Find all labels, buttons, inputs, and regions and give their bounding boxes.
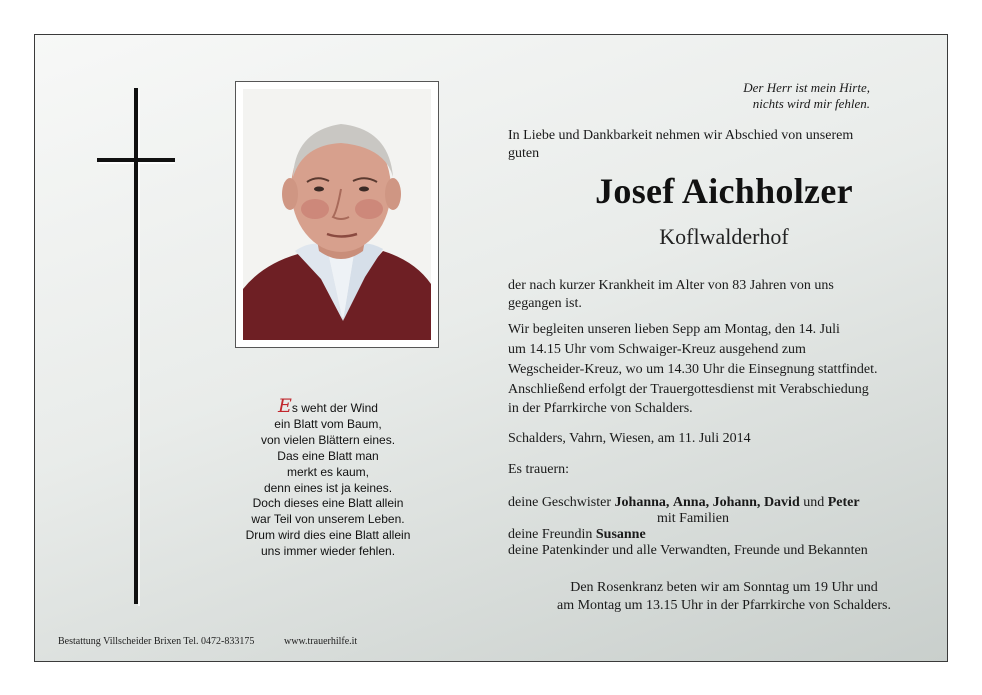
poem-line-10: uns immer wieder fehlen.	[260, 544, 396, 559]
poem-line-7: Doch dieses eine Blatt allein	[252, 496, 404, 511]
funeral-line-2: um 14.15 Uhr vom Schwaiger-Kreuz ausgehend zum	[508, 342, 806, 357]
sibling-name: Johann,	[712, 495, 761, 510]
funeral-line-3: Wegscheider-Kreuz, wo um 14.30 Uhr die Einsegnung stattfindet.	[508, 362, 878, 377]
poem-line-1	[222, 395, 434, 417]
sibling-name: David	[763, 495, 800, 510]
poem	[222, 395, 434, 560]
bible-motto	[560, 80, 870, 112]
friend-prefix: deine Freundin	[508, 527, 593, 542]
poem-line-5: merkt es kaum,	[286, 464, 370, 479]
siblings-prefix: deine Geschwister	[508, 495, 612, 510]
farm-name: Koflwalderhof	[659, 224, 789, 249]
sibling-name: Anna,	[672, 495, 710, 510]
poem-line-1-text: s weht der Wind	[291, 401, 378, 415]
motto-line-1: Der Herr ist mein Hirte,	[743, 80, 870, 95]
death-info-line-1: der nach kurzer Krankheit im Alter von 83 Jahren von uns	[508, 278, 834, 293]
website-link[interactable]: www.trauerhilfe.it	[284, 636, 358, 647]
poem-line-4: Das eine Blatt man	[277, 448, 379, 463]
poem-line-3: von vielen Blättern eines.	[260, 432, 396, 447]
sibling-name: Johanna,	[614, 495, 670, 510]
and-word: und	[803, 495, 825, 510]
motto-line-2: nichts wird mir fehlen.	[752, 96, 870, 111]
intro-line-1: In Liebe und Dankbarkeit nehmen wir Abschied von unserem	[508, 128, 854, 143]
poem-line-9: Drum wird dies eine Blatt allein	[245, 528, 411, 543]
intro-line-2: guten	[508, 146, 540, 161]
friend-name: Susanne	[595, 527, 646, 542]
portrait-frame	[235, 81, 439, 348]
deceased-name: Josef Aichholzer	[595, 171, 853, 211]
poem-line-8: war Teil von unserem Leben.	[251, 512, 405, 527]
place-date: Schalders, Vahrn, Wiesen, am 11. Juli 2014	[508, 431, 751, 446]
portrait-photo	[243, 89, 431, 340]
mourners-families: mit Familien	[657, 511, 729, 526]
rosary-line-2: am Montag um 13.15 Uhr in der Pfarrkirche von Schalders.	[557, 598, 891, 613]
funeral-line-4: Anschließend erfolgt der Trauergottesdienst mit Verabschiedung	[508, 382, 869, 397]
poem-line-6: denn eines ist ja keines.	[263, 480, 393, 495]
mourners-others: deine Patenkinder und alle Verwandten, Freunde und Bekannten	[508, 543, 868, 558]
rosary-line-1: Den Rosenkranz beten wir am Sonntag um 19 Uhr und	[570, 580, 878, 595]
funeral-line-5: in der Pfarrkirche von Schalders.	[508, 401, 693, 416]
poem-line-2: ein Blatt vom Baum,	[274, 416, 382, 431]
mourners-heading: Es trauern:	[508, 462, 570, 477]
poem-initial: E	[278, 395, 292, 417]
death-info-line-2: gegangen ist.	[508, 296, 582, 311]
undertaker-info: Bestattung Villscheider Brixen Tel. 0472-833175	[58, 636, 255, 647]
sibling-name: Peter	[827, 495, 860, 510]
funeral-line-1: Wir begleiten unseren lieben Sepp am Montag, den 14. Juli	[508, 322, 840, 337]
